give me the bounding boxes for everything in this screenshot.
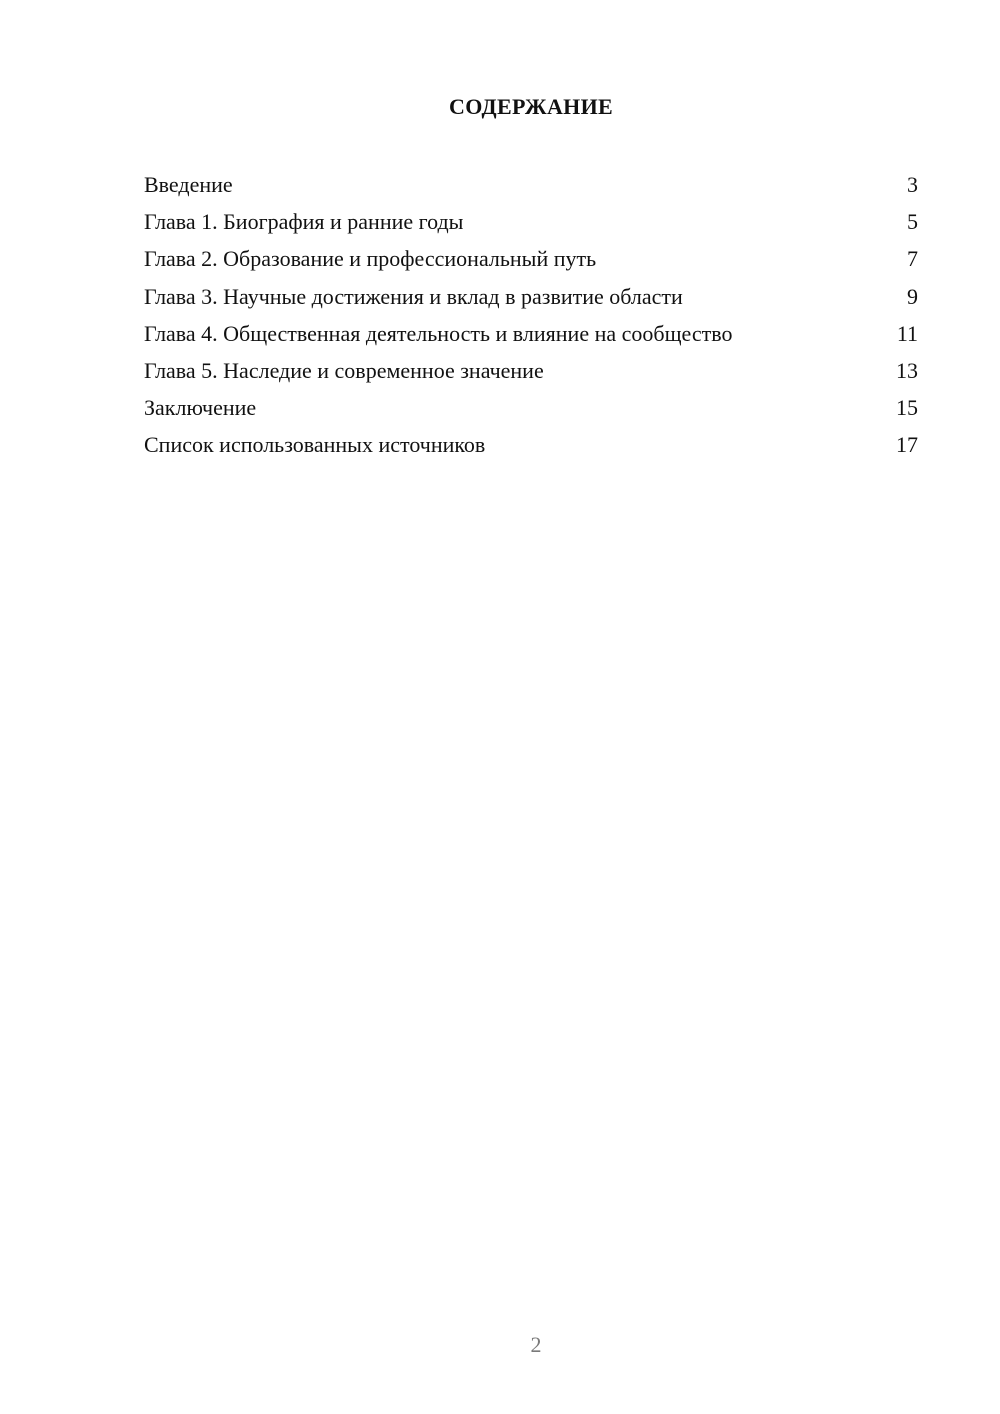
toc-entry-chapter-5[interactable] [144,352,918,389]
toc-entry-page: 5 [907,209,918,235]
toc-entry-chapter-4[interactable] [144,315,918,352]
toc-entry-chapter-3[interactable] [144,278,918,315]
toc-entry-page: 13 [896,357,918,383]
toc-entry-page: 9 [907,283,918,309]
toc-entry-label: Глава 3. Научные достижения и вклад в развитие области [144,283,683,309]
toc-title: СОДЕРЖАНИЕ [449,94,613,119]
toc-entry-page: 17 [896,432,918,458]
toc-entry-label: Глава 4. Общественная деятельность и влияние на сообщество [144,320,733,346]
toc-entry-page: 3 [907,172,918,197]
toc-entry-page: 15 [896,395,918,421]
toc-entry-label: Глава 5. Наследие и современное значение [144,357,544,383]
page-number: 2 [530,1332,542,1357]
toc-entry-references[interactable] [144,426,918,463]
table-of-contents [144,166,918,464]
toc-entry-page: 7 [907,246,918,272]
toc-entry-label: Глава 1. Биография и ранние годы [144,209,464,235]
toc-entry-label: Введение [144,172,233,197]
toc-entry-introduction[interactable] [144,166,918,203]
toc-entry-label: Глава 2. Образование и профессиональный путь [144,246,597,272]
toc-entry-label: Заключение [144,395,257,421]
toc-entry-chapter-1[interactable] [144,203,918,240]
toc-entry-page: 11 [896,320,918,346]
toc-entry-label: Список использованных источников [144,432,486,458]
toc-entry-chapter-2[interactable] [144,240,918,277]
toc-entry-conclusion[interactable] [144,389,918,426]
